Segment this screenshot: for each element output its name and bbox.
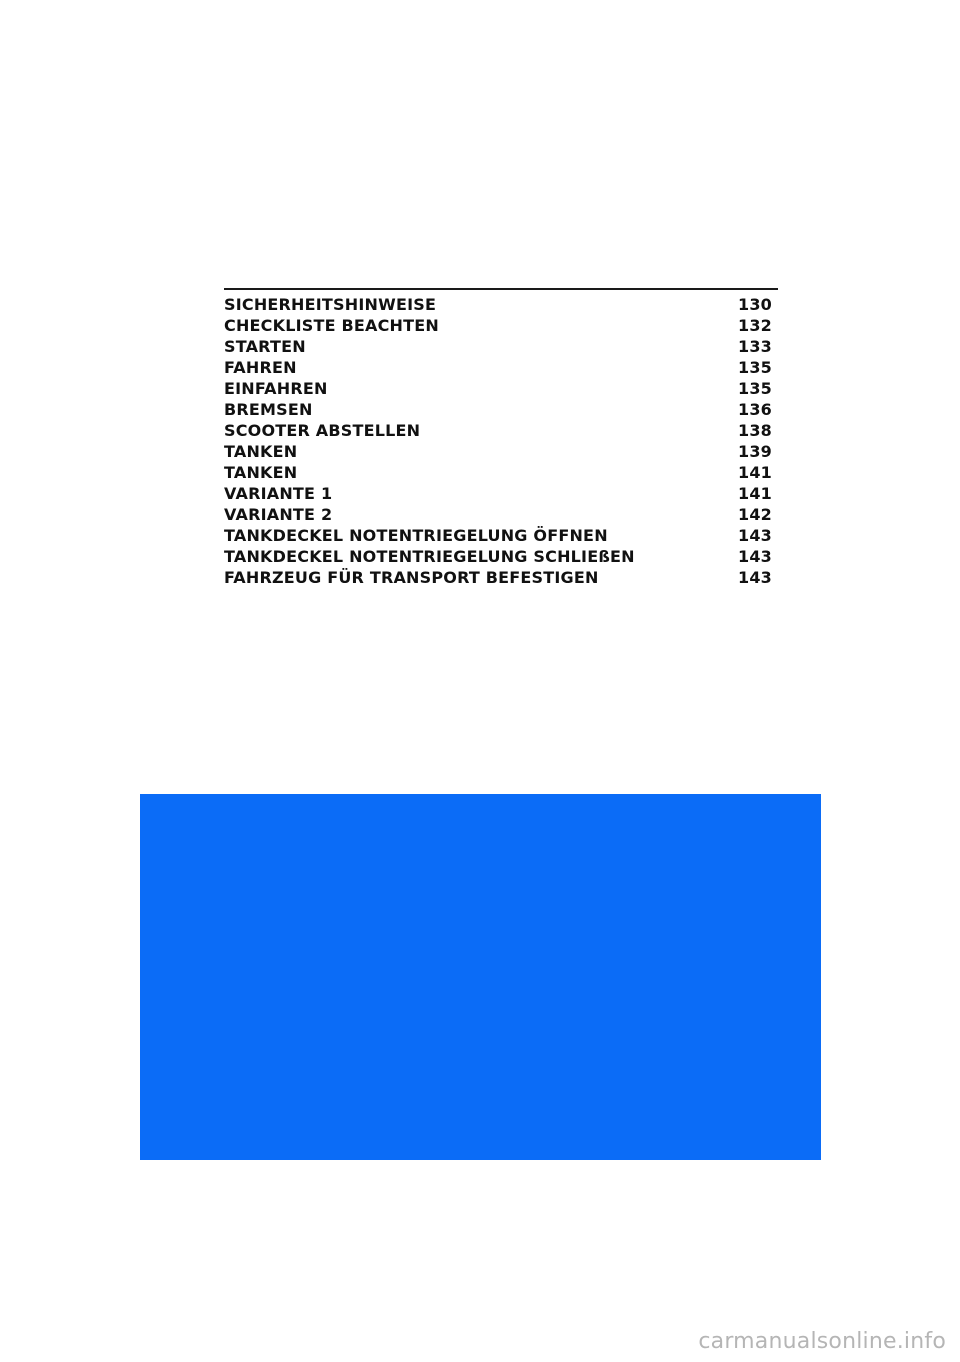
toc-entry-title: TANKEN — [224, 442, 298, 461]
toc-entry-page: 143 — [738, 526, 772, 545]
toc-entry[interactable] — [224, 378, 778, 399]
toc-entry[interactable] — [224, 504, 778, 525]
toc-entry-title: CHECKLISTE BEACHTEN — [224, 316, 439, 335]
toc-entry[interactable] — [224, 441, 778, 462]
toc-entry-page: 138 — [738, 421, 772, 440]
toc-entry-page: 136 — [738, 400, 772, 419]
toc-entry[interactable] — [224, 357, 778, 378]
toc-entry-page: 139 — [738, 442, 772, 461]
toc-entry[interactable] — [224, 294, 778, 315]
table-of-contents — [224, 288, 778, 588]
toc-entry-title: TANKEN — [224, 463, 298, 482]
toc-entry-title: SCOOTER ABSTELLEN — [224, 421, 421, 440]
toc-entry[interactable] — [224, 546, 778, 567]
toc-entry-page: 141 — [738, 484, 772, 503]
toc-entry-page: 135 — [738, 379, 772, 398]
blue-panel — [140, 794, 821, 1160]
toc-entry[interactable] — [224, 462, 778, 483]
toc-entry-page: 135 — [738, 358, 772, 377]
toc-entry-page: 143 — [738, 547, 772, 566]
toc-entry-page: 143 — [738, 568, 772, 587]
toc-entry[interactable] — [224, 399, 778, 420]
toc-entry[interactable] — [224, 525, 778, 546]
toc-list — [224, 294, 778, 588]
toc-entry-title: STARTEN — [224, 337, 306, 356]
toc-entry-title: EINFAHREN — [224, 379, 328, 398]
toc-entry-page: 132 — [738, 316, 772, 335]
toc-entry[interactable] — [224, 567, 778, 588]
toc-entry-title: SICHERHEITSHINWEISE — [224, 295, 437, 314]
toc-entry-title: BREMSEN — [224, 400, 313, 419]
toc-entry[interactable] — [224, 420, 778, 441]
toc-entry-title: TANKDECKEL NOTENTRIEGELUNG ÖFFNEN — [224, 526, 608, 545]
toc-entry-page: 142 — [738, 505, 772, 524]
toc-entry-page: 133 — [738, 337, 772, 356]
toc-entry[interactable] — [224, 483, 778, 504]
toc-entry[interactable] — [224, 315, 778, 336]
toc-entry-title: FAHREN — [224, 358, 297, 377]
toc-entry-page: 130 — [738, 295, 772, 314]
toc-entry-title: VARIANTE 1 — [224, 484, 333, 503]
watermark: carmanualsonline.info — [698, 1329, 946, 1354]
toc-entry-title: VARIANTE 2 — [224, 505, 333, 524]
toc-entry[interactable] — [224, 336, 778, 357]
toc-entry-title: FAHRZEUG FÜR TRANSPORT BEFESTIGEN — [224, 568, 599, 587]
toc-entry-page: 141 — [738, 463, 772, 482]
toc-entry-title: TANKDECKEL NOTENTRIEGELUNG SCHLIEßEN — [224, 547, 635, 566]
toc-top-rule — [224, 288, 778, 290]
